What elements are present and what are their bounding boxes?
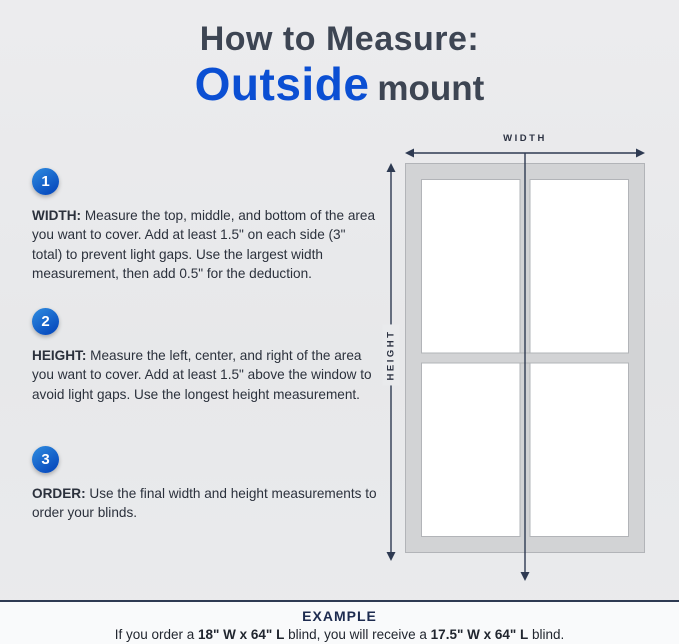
step-1-body: Measure the top, middle, and bottom of the area you want to cover. Add at least 1.5" on each side (3" total) to prevent light gaps. Use the largest width measurement, then add 0.5" for the deduction. [32, 208, 376, 281]
step-1-badge: 1 [32, 168, 59, 195]
example-size-received: 17.5" W x 64" L [430, 627, 529, 642]
step-1-text [32, 206, 377, 283]
step-3 [32, 446, 377, 523]
step-2-label: HEIGHT: [32, 348, 87, 363]
title-line2 [0, 58, 679, 110]
step-2 [32, 308, 377, 404]
page-title [0, 20, 679, 110]
step-1 [32, 168, 377, 283]
title-outside: Outside [194, 58, 370, 110]
height-arrowhead-bottom [387, 552, 396, 561]
step-2-badge: 2 [32, 308, 59, 335]
title-mount: mount [377, 69, 485, 108]
example-heading: EXAMPLE [302, 608, 377, 624]
title-line1: How to Measure: [199, 20, 480, 58]
window-diagram [383, 133, 663, 603]
example-part-3: blind. [528, 627, 565, 642]
step-3-badge: 3 [32, 446, 59, 473]
step-3-text [32, 484, 377, 523]
height-label: HEIGHT [383, 325, 400, 386]
example-part-1: If you order a [114, 627, 198, 642]
width-label: WIDTH [503, 133, 547, 144]
step-2-text [32, 346, 377, 404]
example-part-2: blind, you will receive a [284, 627, 431, 642]
step-2-body: Measure the left, center, and right of the area you want to cover. Add at least 1.5" above the window to avoid light gaps. Use the longest height measurement. [32, 348, 372, 402]
width-arrowhead-left [405, 149, 414, 158]
height-arrowhead-top [387, 163, 396, 172]
example-section [0, 600, 679, 644]
width-arrowhead-right [636, 149, 645, 158]
step-3-label: ORDER: [32, 486, 86, 501]
window-frame [405, 163, 645, 553]
step-1-label: WIDTH: [32, 208, 82, 223]
window-mullion-horizontal [421, 353, 629, 364]
example-text [0, 627, 679, 642]
example-size-ordered: 18" W x 64" L [198, 627, 285, 642]
center-arrowhead-bottom [521, 572, 530, 581]
step-3-body: Use the final width and height measurements to order your blinds. [32, 486, 377, 521]
